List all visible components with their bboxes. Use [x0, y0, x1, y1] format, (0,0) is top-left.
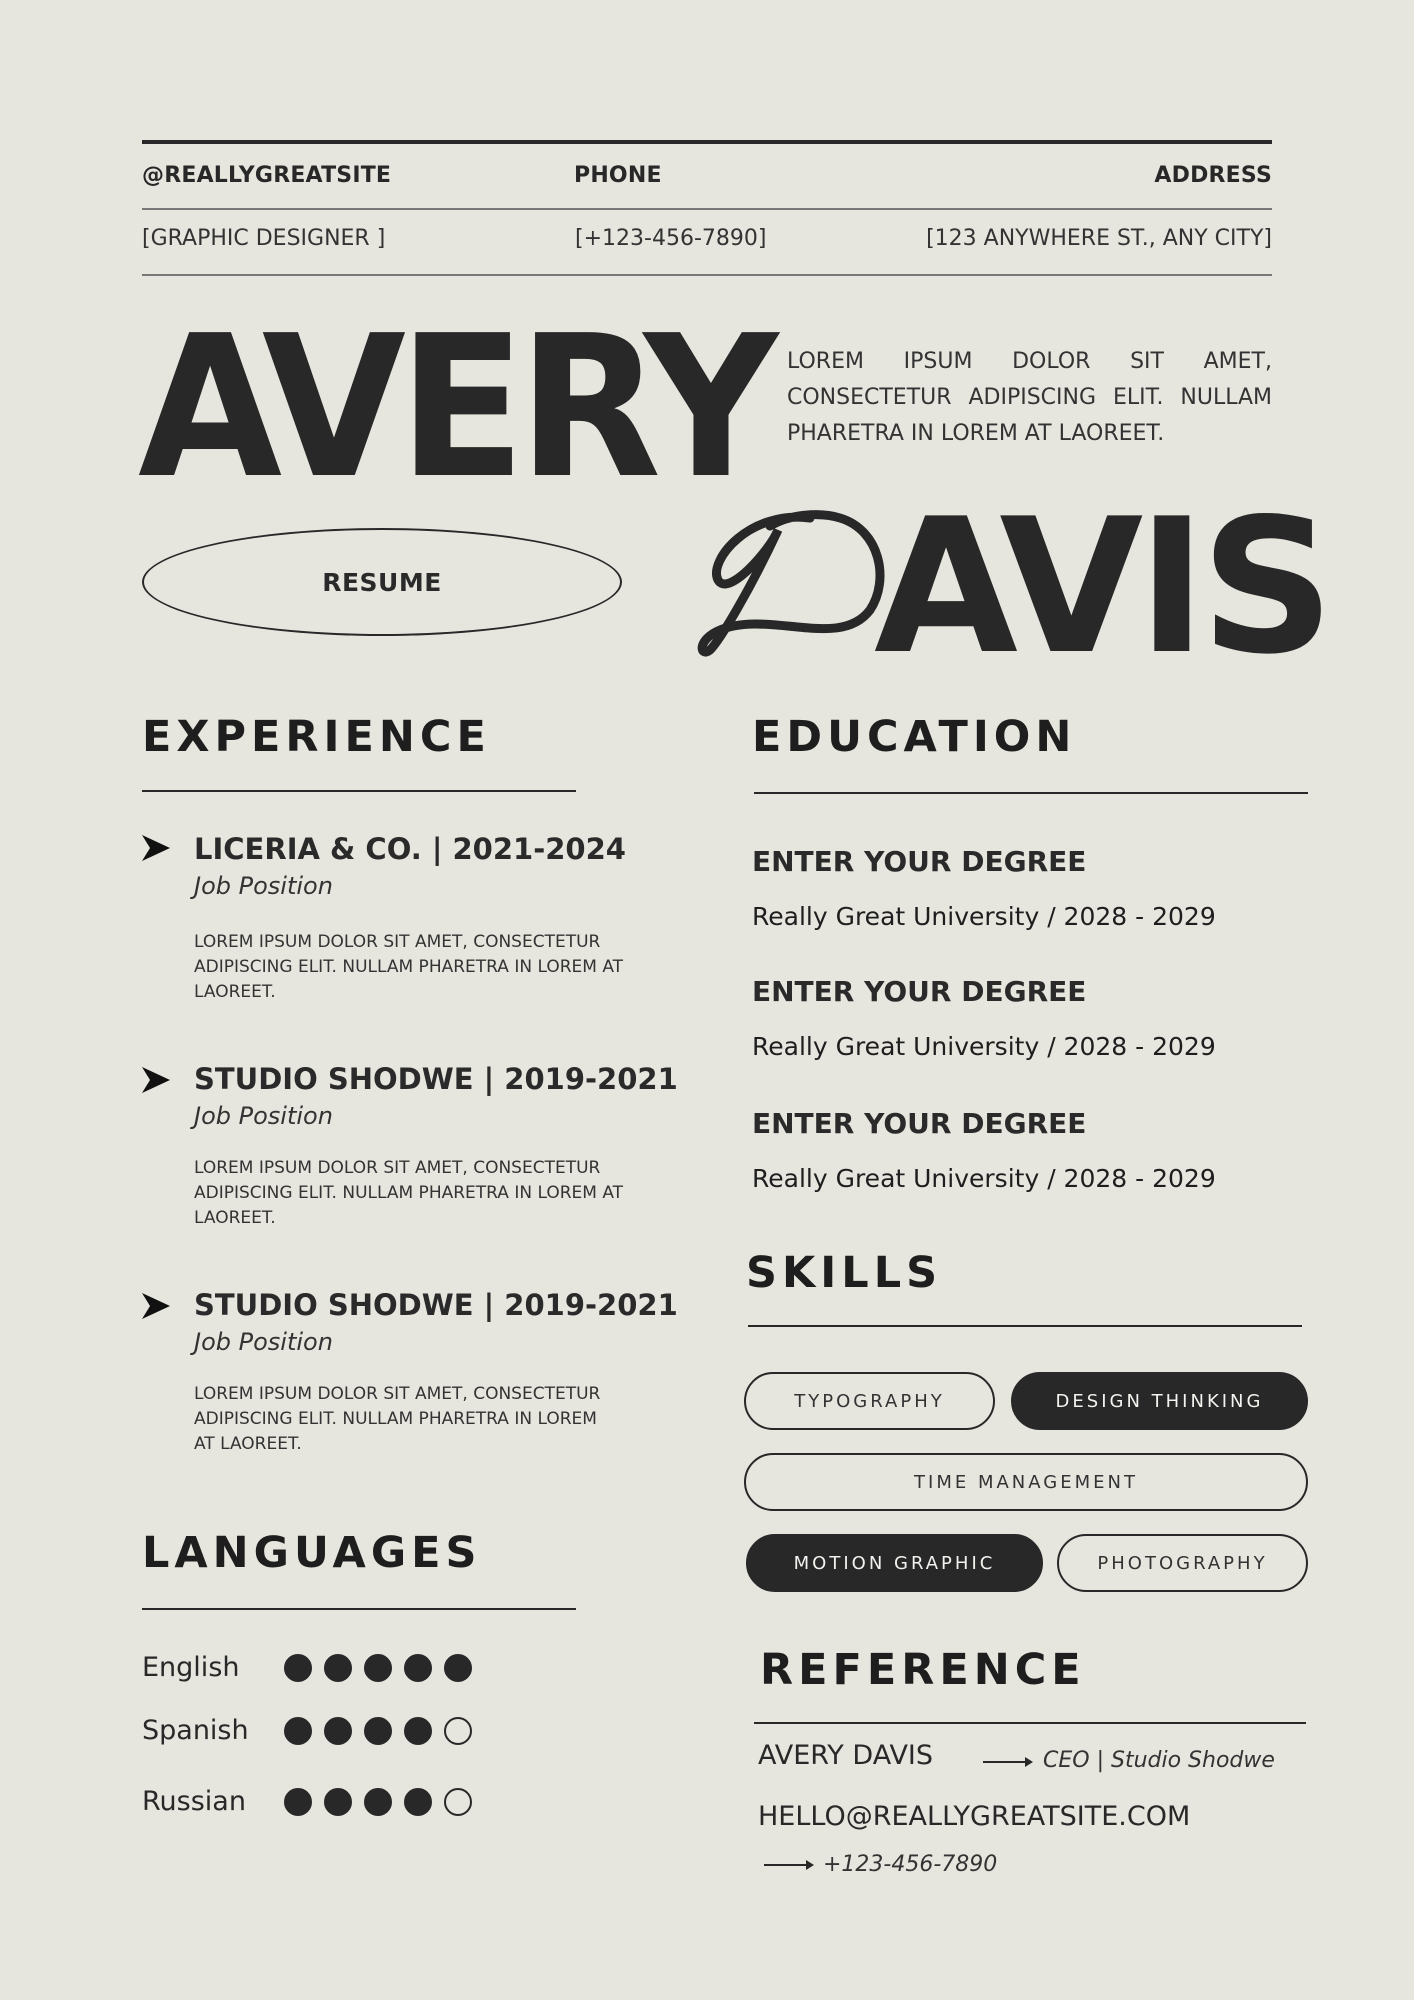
experience-item-title: LICERIA & CO. | 2021-2024	[194, 832, 626, 866]
language-row	[142, 1786, 472, 1817]
empty-dot-icon	[444, 1788, 472, 1816]
languages-title: LANGUAGES	[142, 1528, 482, 1578]
education-rule	[754, 792, 1308, 794]
education-degree: ENTER YOUR DEGREE	[752, 975, 1087, 1008]
last-name: AVIS	[874, 478, 1329, 695]
empty-dot-icon	[444, 1717, 472, 1745]
arrow-right-icon	[764, 1864, 812, 1866]
reference-email: HELLO@REALLYGREATSITE.COM	[758, 1801, 1191, 1832]
experience-item-position: Job Position	[194, 1328, 333, 1356]
experience-item-position: Job Position	[194, 1102, 333, 1130]
language-level-dots	[284, 1654, 472, 1682]
languages-rule	[142, 1608, 576, 1610]
language-level-dots	[284, 1717, 472, 1745]
filled-dot-icon	[364, 1717, 392, 1745]
language-name: English	[142, 1652, 240, 1683]
skills-title: SKILLS	[746, 1248, 943, 1298]
skill-pill: PHOTOGRAPHY	[1057, 1534, 1308, 1592]
filled-dot-icon	[364, 1654, 392, 1682]
arrow-icon	[142, 1067, 170, 1093]
header-role-value: [GRAPHIC DESIGNER ]	[142, 226, 386, 251]
skill-pill: MOTION GRAPHIC	[746, 1534, 1043, 1592]
filled-dot-icon	[404, 1654, 432, 1682]
reference-role: CEO | Studio Shodwe	[1043, 1748, 1275, 1773]
education-school: Really Great University / 2028 - 2029	[752, 902, 1216, 931]
header-address-label: ADDRESS	[1154, 163, 1272, 188]
filled-dot-icon	[324, 1717, 352, 1745]
experience-item-description: LOREM IPSUM DOLOR SIT AMET, CONSECTETUR ADIPISCING ELIT. NULLAM PHARETRA IN LOREM AT LAOREET.	[194, 1158, 624, 1228]
arrow-icon	[142, 1293, 170, 1319]
reference-name: AVERY DAVIS	[758, 1740, 934, 1771]
header-phone-label: PHONE	[574, 163, 662, 188]
filled-dot-icon	[284, 1788, 312, 1816]
reference-title: REFERENCE	[760, 1645, 1086, 1695]
filled-dot-icon	[284, 1654, 312, 1682]
education-school: Really Great University / 2028 - 2029	[752, 1032, 1216, 1061]
experience-rule	[142, 790, 576, 792]
arrow-right-icon	[983, 1761, 1031, 1763]
header-address-value: [123 ANYWHERE ST., ANY CITY]	[926, 226, 1272, 251]
filled-dot-icon	[404, 1717, 432, 1745]
language-level-dots	[284, 1788, 472, 1816]
reference-rule	[754, 1722, 1306, 1724]
skill-pill: DESIGN THINKING	[1011, 1372, 1308, 1430]
education-title: EDUCATION	[752, 712, 1077, 762]
filled-dot-icon	[364, 1788, 392, 1816]
experience-item-description: LOREM IPSUM DOLOR SIT AMET, CONSECTETUR ADIPISCING ELIT. NULLAM PHARETRA IN LOREM AT LAOREET.	[194, 932, 624, 1002]
filled-dot-icon	[324, 1654, 352, 1682]
intro-text: LOREM IPSUM DOLOR SIT AMET, CONSECTETUR ADIPISCING ELIT. NULLAM PHARETRA IN LOREM AT LAOREET.	[787, 349, 1272, 446]
language-row	[142, 1652, 472, 1683]
experience-item-title: STUDIO SHODWE | 2019-2021	[194, 1288, 678, 1322]
education-degree: ENTER YOUR DEGREE	[752, 1107, 1087, 1140]
first-name: AVERY	[138, 294, 771, 522]
resume-label: RESUME	[322, 567, 442, 597]
arrow-icon	[142, 835, 170, 861]
filled-dot-icon	[324, 1788, 352, 1816]
language-row	[142, 1715, 472, 1746]
experience-title: EXPERIENCE	[142, 712, 491, 762]
last-name-script-initial	[690, 500, 890, 660]
education-school: Really Great University / 2028 - 2029	[752, 1164, 1216, 1193]
filled-dot-icon	[444, 1654, 472, 1682]
experience-item-title: STUDIO SHODWE | 2019-2021	[194, 1062, 678, 1096]
reference-phone: +123-456-7890	[823, 1852, 998, 1877]
language-name: Spanish	[142, 1715, 249, 1746]
header-bottom-rule	[142, 274, 1272, 276]
skill-pill: TIME MANAGEMENT	[744, 1453, 1308, 1511]
resume-badge	[142, 528, 622, 636]
filled-dot-icon	[284, 1717, 312, 1745]
education-degree: ENTER YOUR DEGREE	[752, 845, 1087, 878]
experience-item-description: LOREM IPSUM DOLOR SIT AMET, CONSECTETUR ADIPISCING ELIT. NULLAM PHARETRA IN LOREM AT LAOREET.	[194, 1384, 601, 1454]
header-middle-rule	[142, 208, 1272, 210]
skill-pill: TYPOGRAPHY	[744, 1372, 995, 1430]
experience-item-position: Job Position	[194, 872, 333, 900]
skills-rule	[748, 1325, 1302, 1327]
header-phone-value: [+123-456-7890]	[575, 226, 767, 251]
header-top-rule	[142, 140, 1272, 144]
header-website-label: @REALLYGREATSITE	[142, 163, 392, 188]
filled-dot-icon	[404, 1788, 432, 1816]
language-name: Russian	[142, 1786, 246, 1817]
